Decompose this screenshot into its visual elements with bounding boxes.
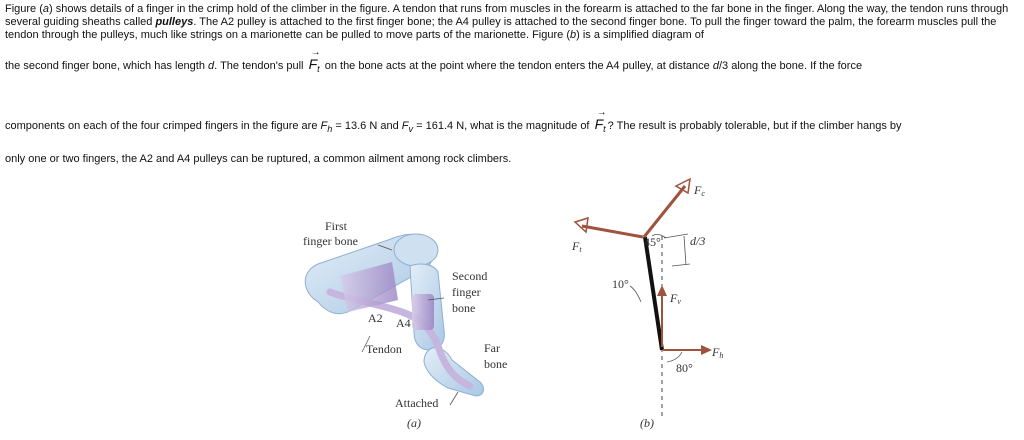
problem-line-3: components on each of the four crimped fingers in the figure are $F_h = 13.6$ N and $F_v = 161.4$ N, what is the magnitude of → $F_t$ ? The result is probably tolerable, but if the climber hangs by (5, 107, 902, 135)
label-fv: Fv (670, 291, 681, 306)
label-second-bone-3: bone (452, 301, 476, 315)
ft-vector-symbol: → $F_t$ (308, 47, 321, 75)
caption-b: (b) (640, 416, 654, 430)
label-d3: d/3 (690, 234, 706, 248)
problem-line-2: the second finger bone, which has length d. The tendon's pull → $F_t$ on the bone acts at the point where the tendon enters the A4 pulley, at distance d/3 along the bone. If the force (5, 47, 863, 75)
ft-arrowhead (575, 218, 588, 232)
label-far-bone-1: Far (484, 341, 500, 355)
fh-arrowhead (701, 345, 712, 355)
label-attached: Attached (395, 396, 439, 410)
label-first-bone-2: finger bone (303, 234, 358, 248)
label-ft: Ft (572, 239, 582, 254)
label-first-bone-1: First (325, 219, 348, 233)
label-fh: Fh (712, 345, 724, 360)
fc-arrowhead (676, 179, 690, 193)
ft-vector-symbol: → $F_t$ (594, 107, 607, 135)
label-second-bone-1: Second (452, 269, 488, 283)
problem-line-4: only one or two fingers, the A2 and A4 pulleys can be ruptured, a common ailment among rock climbers. (5, 153, 512, 165)
label-second-bone-2: finger (452, 285, 481, 299)
fv-arrowhead (657, 285, 667, 296)
ft-arrow (582, 226, 643, 237)
label-10deg: 10° (612, 277, 629, 291)
label-tendon: Tendon (366, 342, 402, 356)
caption-a: (a) (407, 416, 421, 430)
fc-arrow (644, 186, 685, 237)
problem-paragraph: Figure (a) shows details of a finger in the crimp hold of the climber in the figure. A tendon that runs from muscles in the forearm is attached to the far bone in the finger. Along the way, the tendon runs through several guiding sheaths called pulleys. The A2 pulley is attached to the first finger bone; the A4 pulley is attached to the second finger bone. To pull the finger toward the palm, the forearm muscles pull the tendon through the pulleys, much like strings on a marionette can be pulled to move parts of the marionette. Figure (b) is a simplified diagram of (5, 3, 1009, 41)
label-80deg: 80° (676, 361, 693, 375)
label-fc: Fc (694, 183, 705, 198)
label-a4: A4 (396, 316, 411, 330)
label-far-bone-2: bone (484, 357, 508, 371)
label-a2: A2 (368, 311, 383, 325)
label-45deg: 45° (644, 235, 661, 249)
